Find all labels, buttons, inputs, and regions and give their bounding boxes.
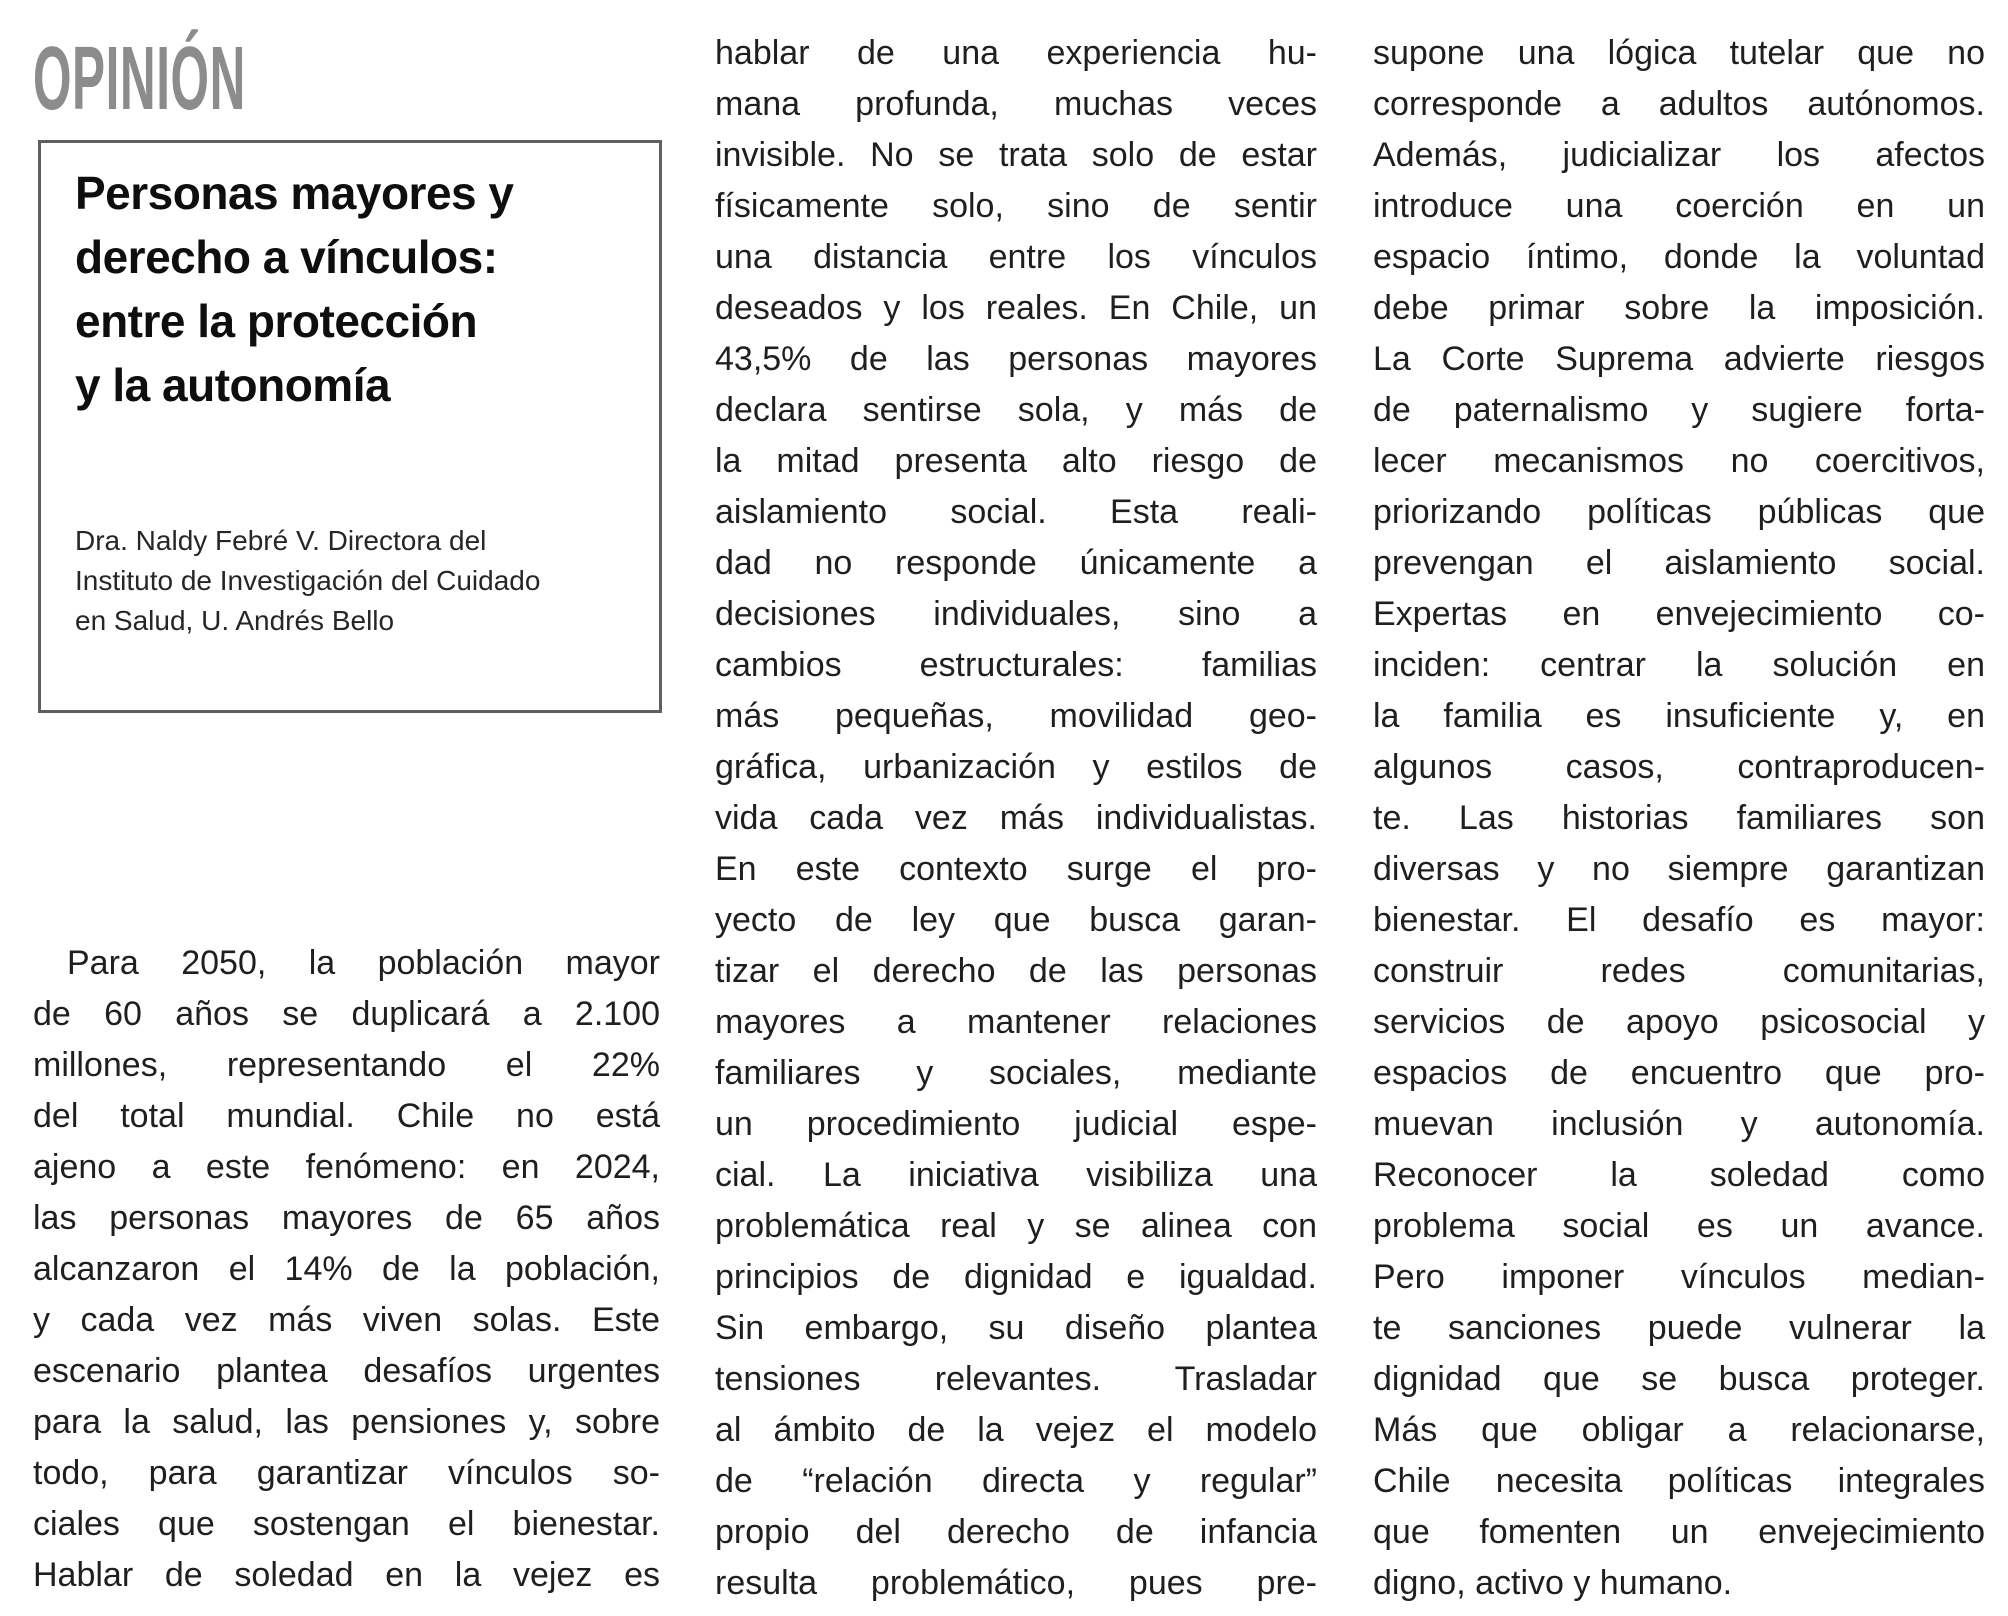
body-text-line: vida cada vez más individualistas.	[715, 799, 1317, 837]
body-text-line: todo, para garantizar vínculos so-	[33, 1454, 660, 1492]
body-text-line: yecto de ley que busca garan-	[715, 901, 1317, 939]
body-text-line: invisible. No se trata solo de estar	[715, 136, 1317, 174]
body-text-line: más pequeñas, movilidad geo-	[715, 697, 1317, 735]
body-text-line: de “relación directa y regular”	[715, 1462, 1317, 1500]
body-text-line: principios de dignidad e igualdad.	[715, 1258, 1317, 1296]
body-text-line: corresponde a adultos autónomos.	[1373, 85, 1985, 123]
body-text-line: millones, representando el 22%	[33, 1046, 660, 1084]
body-text-line: 43,5% de las personas mayores	[715, 340, 1317, 378]
body-text-line: Expertas en envejecimiento co-	[1373, 595, 1985, 633]
body-text-line: mayores a mantener relaciones	[715, 1003, 1317, 1041]
article-title-line: derecho a vínculos:	[75, 231, 498, 283]
body-text-line: gráfica, urbanización y estilos de	[715, 748, 1317, 786]
body-text-line: diversas y no siempre garantizan	[1373, 850, 1985, 888]
body-text-line: la mitad presenta alto riesgo de	[715, 442, 1317, 480]
body-text-line: un procedimiento judicial espe-	[715, 1105, 1317, 1143]
body-column-3	[1373, 28, 1985, 1609]
body-text-line: escenario plantea desafíos urgentes	[33, 1352, 660, 1390]
byline-line: Instituto de Investigación del Cuidado	[75, 565, 541, 596]
body-text-line: cambios estructurales: familias	[715, 646, 1317, 684]
body-text-line: que fomenten un envejecimiento	[1373, 1513, 1985, 1551]
body-text-line: aislamiento social. Esta reali-	[715, 493, 1317, 531]
body-text-line: Pero imponer vínculos median-	[1373, 1258, 1985, 1296]
body-text-line: dad no responde únicamente a	[715, 544, 1317, 582]
body-text-line: priorizando políticas públicas que	[1373, 493, 1985, 531]
body-text-line: las personas mayores de 65 años	[33, 1199, 660, 1237]
body-text-line: dignidad que se busca proteger.	[1373, 1360, 1985, 1398]
body-text-line: Reconocer la soledad como	[1373, 1156, 1985, 1194]
body-text-line: algunos casos, contraproducen-	[1373, 748, 1985, 786]
body-text-line: para la salud, las pensiones y, sobre	[33, 1403, 660, 1441]
body-text-line: físicamente solo, sino de sentir	[715, 187, 1317, 225]
body-text-line: tensiones relevantes. Trasladar	[715, 1360, 1317, 1398]
body-text-line: la familia es insuficiente y, en	[1373, 697, 1985, 735]
body-text-line: bienestar. El desafío es mayor:	[1373, 901, 1985, 939]
article-byline	[75, 521, 627, 641]
body-text-line: ciales que sostengan el bienestar.	[33, 1505, 660, 1543]
body-text-line: construir redes comunitarias,	[1373, 952, 1985, 990]
body-text-line: supone una lógica tutelar que no	[1373, 34, 1985, 72]
body-text-line: La Corte Suprema advierte riesgos	[1373, 340, 1985, 378]
body-text-line: declara sentirse sola, y más de	[715, 391, 1317, 429]
body-text-line: espacio íntimo, donde la voluntad	[1373, 238, 1985, 276]
body-text-line: inciden: centrar la solución en	[1373, 646, 1985, 684]
body-text-line: propio del derecho de infancia	[715, 1513, 1317, 1551]
body-text-line: problemática real y se alinea con	[715, 1207, 1317, 1245]
body-text-line: espacios de encuentro que pro-	[1373, 1054, 1985, 1092]
body-text-line: mana profunda, muchas veces	[715, 85, 1317, 123]
article-title	[75, 161, 627, 417]
body-text-line: te sanciones puede vulnerar la	[1373, 1309, 1985, 1347]
body-text-line: tizar el derecho de las personas	[715, 952, 1317, 990]
body-text-line: servicios de apoyo psicosocial y	[1373, 1003, 1985, 1041]
body-text-line: Más que obligar a relacionarse,	[1373, 1411, 1985, 1449]
body-text-line: cial. La iniciativa visibiliza una	[715, 1156, 1317, 1194]
body-text-line: ajeno a este fenómeno: en 2024,	[33, 1148, 660, 1186]
body-text-line: y cada vez más viven solas. Este	[33, 1301, 660, 1339]
body-text-line: Además, judicializar los afectos	[1373, 136, 1985, 174]
body-text-line: Hablar de soledad en la vejez es	[33, 1556, 660, 1594]
byline-line: Dra. Naldy Febré V. Directora del	[75, 525, 487, 556]
body-column-1	[33, 938, 660, 1601]
body-text-line: introduce una coerción en un	[1373, 187, 1985, 225]
body-column-2	[715, 28, 1317, 1609]
body-text-line: alcanzaron el 14% de la población,	[33, 1250, 660, 1288]
byline-line: en Salud, U. Andrés Bello	[75, 605, 395, 636]
body-text-line: decisiones individuales, sino a	[715, 595, 1317, 633]
body-text-line: familiares y sociales, mediante	[715, 1054, 1317, 1092]
body-text-line: En este contexto surge el pro-	[715, 850, 1317, 888]
article-title-line: entre la protección	[75, 295, 478, 347]
body-text-line: debe primar sobre la imposición.	[1373, 289, 1985, 327]
body-text-line: lecer mecanismos no coercitivos,	[1373, 442, 1985, 480]
article-title-line: y la autonomía	[75, 359, 391, 411]
body-text-line: al ámbito de la vejez el modelo	[715, 1411, 1317, 1449]
body-text-line: de 60 años se duplicará a 2.100	[33, 995, 660, 1033]
body-text-line: Para 2050, la población mayor	[67, 944, 660, 982]
body-text-line: resulta problemático, pues pre-	[715, 1564, 1317, 1602]
section-label: OPINIÓN	[33, 29, 246, 129]
body-text-line: hablar de una experiencia hu-	[715, 34, 1317, 72]
body-text-line: digno, activo y humano.	[1373, 1564, 1733, 1602]
article-title-line: Personas mayores y	[75, 167, 514, 219]
body-text-line: problema social es un avance.	[1373, 1207, 1985, 1245]
body-text-line: Chile necesita políticas integrales	[1373, 1462, 1985, 1500]
body-text-line: prevengan el aislamiento social.	[1373, 544, 1985, 582]
article-title-box	[38, 140, 662, 713]
body-text-line: deseados y los reales. En Chile, un	[715, 289, 1317, 327]
body-text-line: Sin embargo, su diseño plantea	[715, 1309, 1317, 1347]
body-text-line: muevan inclusión y autonomía.	[1373, 1105, 1985, 1143]
body-text-line: te. Las historias familiares son	[1373, 799, 1985, 837]
body-text-line: una distancia entre los vínculos	[715, 238, 1317, 276]
body-text-line: de paternalismo y sugiere forta-	[1373, 391, 1985, 429]
body-text-line: del total mundial. Chile no está	[33, 1097, 660, 1135]
